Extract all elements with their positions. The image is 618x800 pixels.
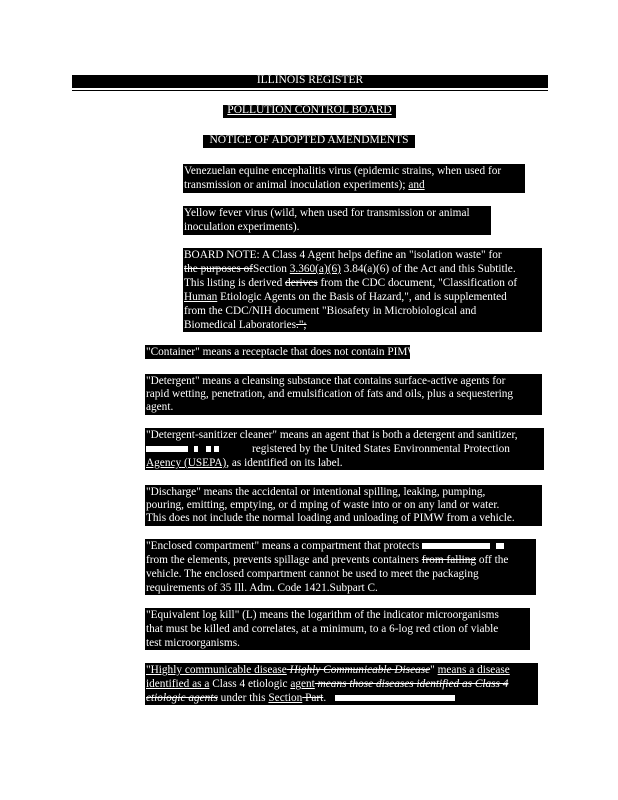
detergent-line-2: rapid wetting, penetration, and emulsification of fats and oils, plus a sequestering: [146, 388, 514, 400]
register-title: ILLINOIS REGISTER: [256, 74, 364, 86]
header-rule: [72, 90, 548, 91]
enclosed-line-3: vehicle. The enclosed compartment cannot be used to meet the packaging: [146, 568, 479, 580]
board-note-line-4: Human Etiologic Agents on the Basis of Hazard,", and is supplemented: [184, 291, 507, 303]
venezuelan-line-2: transmission or animal inoculation experiments); and: [184, 179, 425, 191]
board-note-line-3: This listing is derived derives from the CDC document, "Classification of: [184, 277, 518, 289]
venezuelan-line-1: Venezuelan equine encephalitis virus (epidemic strains, when used for: [184, 165, 502, 177]
yellow-fever-line-2: inoculation experiments).: [184, 221, 300, 233]
obscured-text: [146, 446, 188, 452]
discharge-line-1: "Discharge" means the accidental or intentional spilling, leaking, pumping,: [146, 486, 486, 498]
board-title: POLLUTION CONTROL BOARD: [227, 104, 392, 116]
logkill-line-3: test microorganisms.: [146, 637, 240, 649]
notice-title: NOTICE OF ADOPTED AMENDMENTS: [209, 134, 409, 146]
discharge-line-3: This does not include the normal loading and unloading of PIMW from a vehicle.: [146, 512, 515, 524]
discharge-line-2: pouring, emitting, emptying, or d mping of waste into or on any land or water.: [146, 499, 500, 511]
obscured-text: [214, 446, 219, 452]
highly-line-2: identified as a Class 4 etiologic agent means those diseases identified as Class 4: [146, 678, 509, 690]
obscured-text: [194, 446, 198, 452]
highly-line-1: "Highly communicable disease Highly Communicable Disease" means a disease: [146, 664, 510, 676]
obscured-text: [496, 543, 504, 549]
board-note-line-6: Biomedical Laboratories.";: [184, 319, 307, 331]
container-definition: "Container" means a receptacle that does not contain PIMW.: [146, 346, 420, 358]
obscured-text: [206, 446, 211, 452]
logkill-line-2: that must be killed and correlates, at a minimum, to a 6-log red ction of viable: [146, 623, 499, 635]
highly-line-3: etiologic agents under this Section Part.: [146, 692, 455, 705]
detergent-line-1: "Detergent" means a cleansing substance that contains surface-active agents for: [146, 375, 506, 387]
board-note-line-1: BOARD NOTE: A Class 4 Agent helps define an "isolation waste" for: [184, 249, 502, 261]
enclosed-line-2: from the elements, prevents spillage and prevents containers from falling off the: [146, 554, 509, 566]
obscured-text: [422, 543, 490, 549]
logkill-line-1: "Equivalent log kill" (L) means the logarithm of the indicator microorganisms: [146, 609, 499, 621]
yellow-fever-line-1: Yellow fever virus (wild, when used for transmission or animal: [184, 207, 470, 219]
sanitizer-line-3: Agency (USEPA), as identified on its label.: [146, 457, 343, 469]
enclosed-line-4: requirements of 35 Ill. Adm. Code 1421.Subpart C.: [146, 582, 378, 594]
sanitizer-line-1: "Detergent-sanitizer cleaner" means an agent that is both a detergent and sanitizer,: [146, 429, 518, 441]
detergent-line-3: agent.: [146, 401, 174, 413]
sanitizer-line-2: registered by the United States Environmental Protection: [146, 443, 219, 456]
board-note-line-2: the purposes ofSection 3.360(a)(6) 3.84(a)(6) of the Act and this Subtitle.: [184, 263, 516, 275]
board-note-line-5: from the CDC/NIH document "Biosafety in Microbiological and: [184, 305, 477, 317]
enclosed-line-1: "Enclosed compartment" means a compartment that protects: [146, 540, 504, 553]
obscured-text: [335, 695, 455, 701]
